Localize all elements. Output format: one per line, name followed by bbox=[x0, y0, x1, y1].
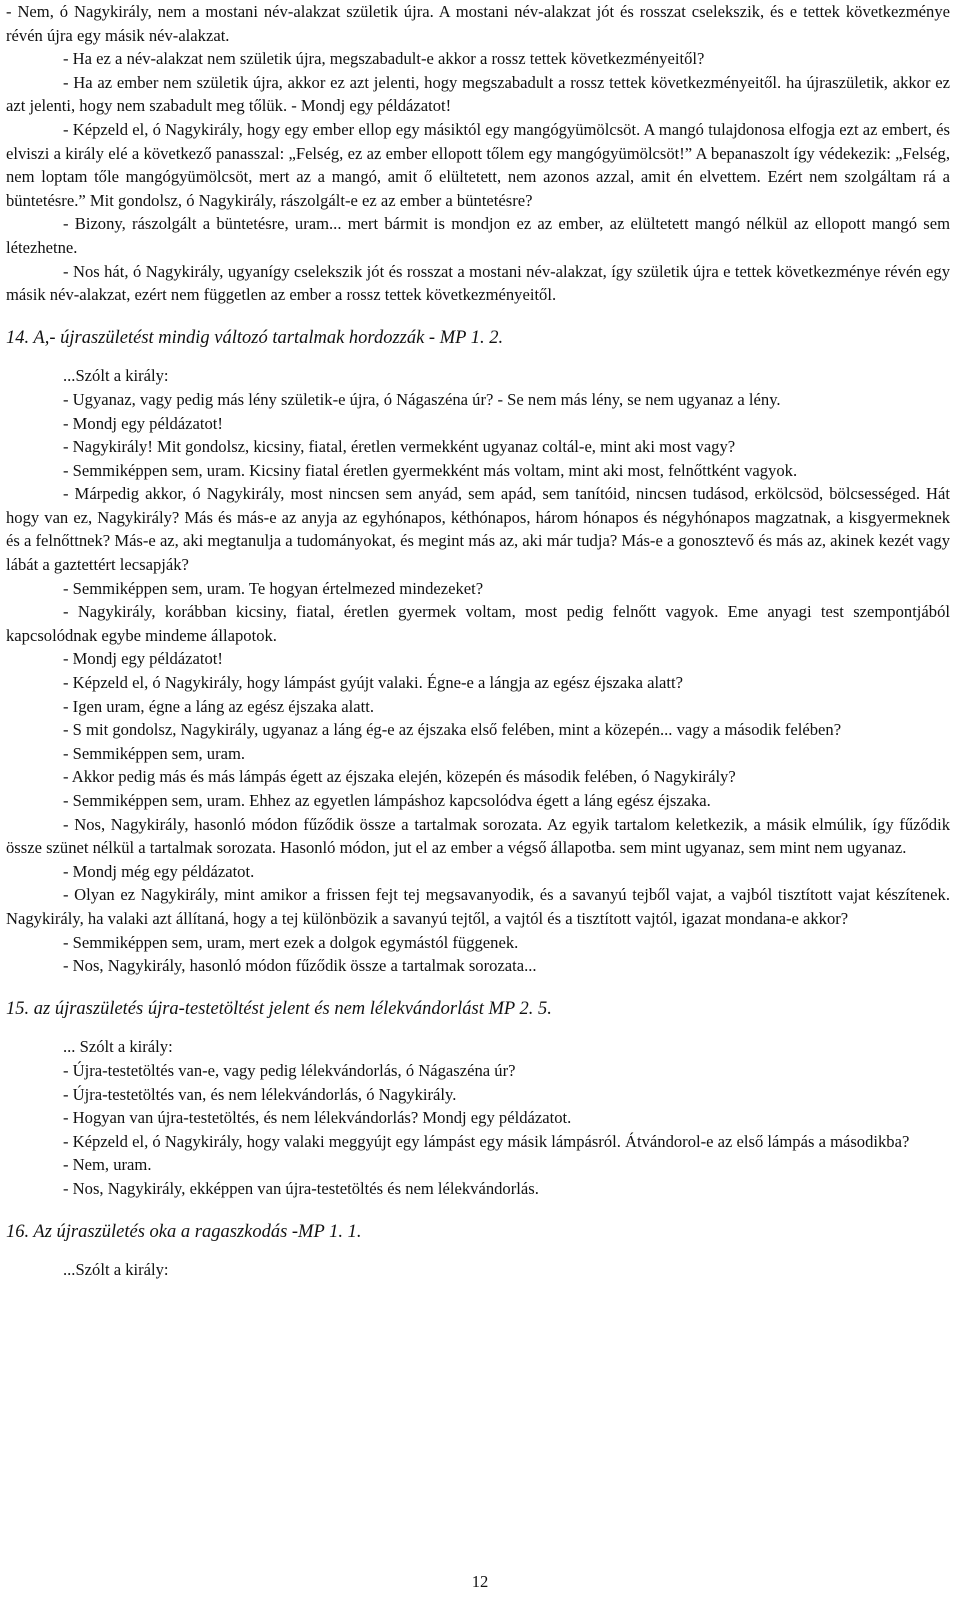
paragraph: - Képzeld el, ó Nagykirály, hogy valaki meggyújt egy lámpást egy másik lámpásról. Átvándorol-e az első lámpás a másodikba? bbox=[63, 1131, 910, 1151]
paragraph: - Nem, uram. bbox=[63, 1155, 152, 1175]
paragraph: - Nos, Nagykirály, hasonló módon fűződik össze a tartalmak sorozata... bbox=[63, 956, 537, 976]
section-heading-15: 15. az újraszületés újra-testetöltést jelent és nem lélekvándorlást MP 2. 5. bbox=[6, 998, 552, 1019]
paragraph: - Olyan ez Nagykirály, mint amikor a frissen fejt tej megsavanyodik, és a savanyú tejből vajat, a vajból tisztított vajat készítenek. Nagykirály, ha valaki azt állítaná, hogy a tej különbözik a savanyú tejtől, a vajtól és a tisztított vajtól, igazat mondana-e akkor? bbox=[6, 885, 950, 928]
paragraph: - Ha ez a név-alakzat nem születik újra, megszabadult-e akkor a rossz tettek következményeitől? bbox=[63, 49, 705, 69]
paragraph: - Nem, ó Nagykirály, nem a mostani név-alakzat születik újra. A mostani név-alakzat jót és rosszat cselekszik, és e tettek következménye révén újra egy másik név-alakzat. bbox=[6, 2, 950, 45]
paragraph: - Ha az ember nem születik újra, akkor ez azt jelenti, hogy megszabadult a rossz tettek következményeitől. ha újraszületik, akkor ez azt jelenti, hogy nem szabadult meg tőlük. - Mondj egy példázatot! bbox=[6, 72, 950, 116]
section-heading-16: 16. Az újraszületés oka a ragaszkodás -MP 1. 1. bbox=[6, 1221, 362, 1242]
paragraph: - Nos hát, ó Nagykirály, ugyanígy cselekszik jót és rosszat a mostani név-alakzat, így születik újra e tettek következménye révén egy másik név-alakzat, ezért nem független az ember a rossz tettek következményeitől. bbox=[6, 261, 950, 305]
paragraph: - Mondj egy példázatot! bbox=[63, 649, 223, 669]
paragraph: - Nos, Nagykirály, ekképpen van újra-testetöltés és nem lélekvándorlás. bbox=[63, 1178, 539, 1198]
paragraph: - Hogyan van újra-testetöltés, és nem lélekvándorlás? Mondj egy példázatot. bbox=[63, 1108, 572, 1128]
paragraph: - Bizony, rászolgált a büntetésre, uram... mert bármit is mondjon ez az ember, az elültetett mangó nélkül az ellopott mangó sem létezhetne. bbox=[6, 214, 950, 257]
paragraph: - Ugyanaz, vagy pedig más lény születik-e újra, ó Nágaszéna úr? - Se nem más lény, se nem ugyanaz a lény. bbox=[63, 389, 781, 409]
paragraph: - Nagykirály, korábban kicsiny, fiatal, éretlen gyermek voltam, most pedig felnőtt vagyok. Eme anyagi test szempontjából kapcsolódnak egybe mindeme állapotok. bbox=[6, 602, 950, 645]
paragraph: ...Szólt a király: bbox=[63, 1260, 169, 1280]
paragraph: ... Szólt a király: bbox=[63, 1037, 173, 1057]
paragraph: - Márpedig akkor, ó Nagykirály, most nincsen sem anyád, sem apád, sem tanítóid, nincsen tudásod, erkölcsöd, bölcsességed. Hát hogy van ez, Nagykirály? Más és más-e az anyja az egyhónapos, kéthónapos, három hónapos és négyhónapos magzatnak, a kisgyermeknek és a felnőttnek? Más-e az, aki megtanulja a tudományokat, és megint más az, aki már tudja? Más-e a gonosztevő és más az, akinek kezét vagy lábát a gaztettért lecsapják? bbox=[6, 484, 950, 575]
paragraph: - Semmiképpen sem, uram. bbox=[63, 743, 246, 763]
paragraph: - Semmiképpen sem, uram. Te hogyan értelmezed mindezeket? bbox=[63, 578, 484, 598]
paragraph: - Képzeld el, ó Nagykirály, hogy lámpást gyújt valaki. Égne-e a lángja az egész éjszaka alatt? bbox=[63, 673, 684, 693]
paragraph: - Akkor pedig más és más lámpás égett az éjszaka elején, közepén és második felében, ó Nagykirály? bbox=[63, 767, 736, 787]
paragraph: ...Szólt a király: bbox=[63, 366, 169, 386]
paragraph: - Mondj még egy példázatot. bbox=[63, 861, 255, 881]
paragraph: - Semmiképpen sem, uram, mert ezek a dolgok egymástól függenek. bbox=[63, 932, 519, 952]
paragraph: - S mit gondolsz, Nagykirály, ugyanaz a láng ég-e az éjszaka első felében, mint a közepén... vagy a második felében? bbox=[63, 720, 842, 740]
paragraph: - Nagykirály! Mit gondolsz, kicsiny, fiatal, éretlen vermekként ugyanaz coltál-e, mint aki most vagy? bbox=[63, 437, 736, 457]
paragraph: - Nos, Nagykirály, hasonló módon fűződik össze a tartalmak sorozata. Az egyik tartalom keletkezik, a másik elmúlik, így fűződik össze szünet nélkül a tartalmak sorozata. Hasonló módon, jut el az ember a végső állapotba. sem mint ugyanaz, sem mint nem ugyanaz. bbox=[6, 814, 950, 858]
paragraph: - Mondj egy példázatot! bbox=[63, 413, 223, 433]
paragraph: - Semmiképpen sem, uram. Ehhez az egyetlen lámpáshoz kapcsolódva égett a láng egész éjszaka. bbox=[63, 791, 711, 810]
paragraph: - Igen uram, égne a láng az egész éjszaka alatt. bbox=[63, 696, 374, 716]
section-heading-14: 14. A,- újraszületést mindig változó tartalmak hordozzák - MP 1. 2. bbox=[6, 327, 504, 348]
paragraph: - Semmiképpen sem, uram. Kicsiny fiatal éretlen gyermekként más voltam, mint aki most, felnőttként vagyok. bbox=[63, 460, 798, 480]
page-number: 12 bbox=[471, 1572, 489, 1591]
paragraph: - Újra-testetöltés van-e, vagy pedig lélekvándorlás, ó Nágaszéna úr? bbox=[63, 1060, 516, 1080]
paragraph: - Képzeld el, ó Nagykirály, hogy egy ember ellop egy másiktól egy mangógyümölcsöt. A mangó tulajdonosa elfogja ezt az embert, és elviszi a király elé a következő panasszal: „Felség, ez az ember ellopott tőlem egy mangógyümölcsöt!” A bepanaszolt így védekezik: „Felség, nem loptam tőle mangógyümölcsöt, mert az a mangó, amit ő elültetett, nem azonos azzal, amit én elvettem. Ezért nem szolgáltam rá a büntetésre.” Mit gondolsz, ó Nagykirály, rászolgált-e ez az ember a büntetésre? bbox=[6, 119, 950, 210]
paragraph: - Újra-testetöltés van, és nem lélekvándorlás, ó Nagykirály. bbox=[63, 1084, 457, 1104]
